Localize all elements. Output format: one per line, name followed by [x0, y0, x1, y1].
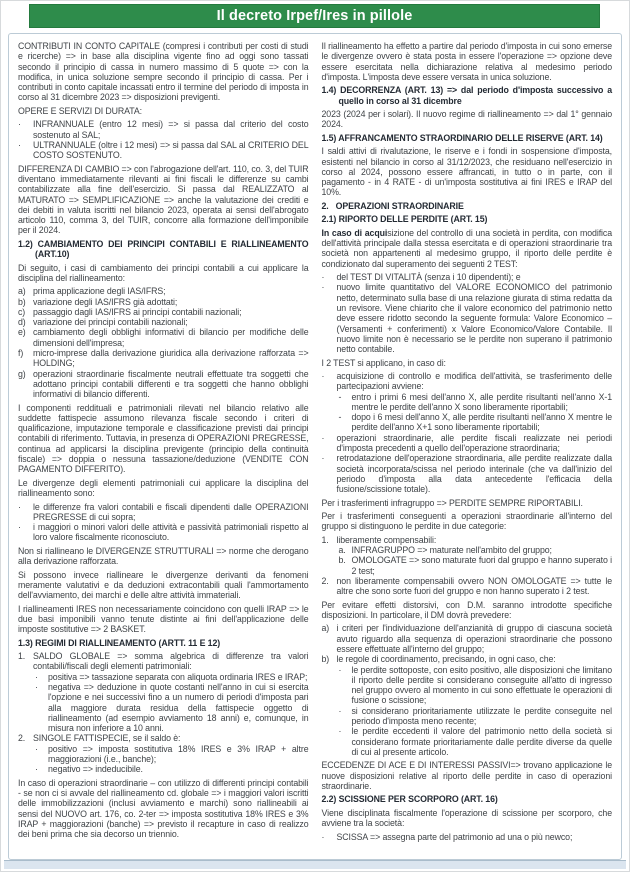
text-run: le perdite sottoposte, con esito positivo, alle disposizioni che limitano il riporto delle perdite si considerano conseguite all'atto di ingresso nel gruppo ovvero al momento in cui sono effettuate le operazioni di fusione o scissione; — [351, 664, 612, 706]
text-run: positivo => imposta sostitutiva 18% IRES e 3% IRAP + altre maggiorazioni (i.e., banche); — [48, 743, 309, 764]
list-item — [18, 327, 309, 348]
list-item — [18, 502, 309, 523]
text-run: le differenze fra valori contabili e fiscali dipendenti dalle OPERAZIONI PREGRESSE di cui sopra; — [33, 501, 309, 522]
list-item-text — [352, 706, 613, 727]
bold-text-run: In caso di acqui — [321, 227, 388, 238]
paragraph — [18, 478, 309, 499]
paragraph — [18, 164, 309, 236]
text-run: Le divergenze degli elementi patrimoniali cui applicare la disciplina del riallineamento sono: — [18, 477, 309, 499]
list-item-text — [48, 744, 309, 765]
list-item — [18, 307, 309, 317]
list-item-text — [33, 317, 309, 327]
paragraph — [18, 106, 309, 116]
list-marker: f) — [18, 348, 24, 358]
list-item — [18, 119, 309, 140]
list-item-text — [33, 369, 309, 400]
list-item-text — [33, 502, 309, 523]
page-bottom-strip — [4, 860, 626, 869]
list-marker: · — [338, 726, 342, 737]
text-run: SALDO GLOBALE => somma algebrica di differenze tra valori contabili/fiscali degli elementi patrimoniali: — [33, 651, 309, 672]
paragraph — [18, 403, 309, 475]
list-item — [18, 651, 309, 733]
list-item — [322, 371, 613, 433]
section-heading — [18, 638, 309, 648]
paragraph — [322, 760, 613, 791]
list-item-text — [48, 682, 309, 733]
list-marker: · — [35, 764, 38, 775]
bold-text-run: 2.2) SCISSIONE PER SCORPORO (ART. 16) — [321, 794, 498, 805]
right-column — [322, 41, 613, 853]
text-run: SINGOLE FATTISPECIE, se il saldo è: — [33, 733, 181, 744]
text-run: Di seguito, i casi di cambiamento dei principi contabili a cui applicare la disciplina del riallineamento: — [18, 262, 309, 283]
nested-list — [337, 665, 613, 758]
paragraph — [18, 41, 309, 103]
text-run: I 2 TEST si applicano, in caso di: — [321, 357, 446, 368]
list-item — [339, 665, 613, 706]
text-run: Per evitare effetti distorsivi, con D.M. saranno introdotte specifiche disposizioni. In particolare, il DM dovrà prevedere: — [321, 599, 612, 620]
text-run: nuovo limite quantitativo del VALORE ECONOMICO del patrimonio netto, determinato sulla base di una relazione giurata di stima redatta da un revisore. Viene chiarito che il valore economico del patrimonio netto deve essere ridotto secondo la seguente formula: Valore Economico – (Versamenti + conferimenti) x Valore Economico/Valore Contabile. Il nuovo limite non è necessario se le perdite non superano il patrimonio netto contabile. — [336, 282, 612, 355]
list-item — [18, 522, 309, 543]
list-item-text — [33, 307, 309, 317]
paragraph — [18, 604, 309, 635]
section-heading — [322, 214, 613, 224]
text-run: OMOLOGATE => sono maturate fuori dal gruppo e hanno superato i 2 test; — [351, 555, 612, 576]
text-run: => dal periodo d'imposta successivo a quello in corso al 31 dicembre — [338, 85, 612, 106]
list-item-text — [33, 651, 309, 733]
list — [18, 651, 309, 774]
list-item — [339, 706, 613, 727]
list-item — [322, 832, 613, 842]
list-marker: · — [321, 272, 325, 283]
text-run: ECCEDENZE DI ACE E DI INTERESSI PASSIVI=> trovano applicazione le nuove disposizioni relative al riporto delle perdite in caso di operazioni straordinarie. — [321, 760, 612, 791]
text-run: si considerano prioritariamente utilizzate le perdite conseguite nel periodo d'imposta meno recente; — [351, 705, 612, 726]
section-heading — [322, 133, 613, 143]
list — [322, 272, 613, 354]
list-item-text — [352, 412, 613, 433]
list-marker: · — [18, 501, 21, 512]
list-item-text — [337, 623, 613, 654]
text-run: I saldi attivi di rivalutazione, le riserve e i fondi in sospensione d'imposta, esistenti nel bilancio in corso al 31/12/2023, che residuano nell'esercizio in corso al 2024, possono essere affrancati, in tutto o in parte, con il pagamento - in 4 RATE - di un'imposta sostitutiva ai fini IRES e IRAP del 10%. — [321, 146, 612, 198]
list-marker: g) — [18, 368, 26, 379]
list-item — [322, 433, 613, 454]
list-item — [18, 297, 309, 307]
list-item — [18, 286, 309, 296]
text-run: operazioni straordinarie fiscalmente neutrali effettuate tra soggetti che adottano principi contabili differenti e tra soggetti che hanno obblighi informativi di bilancio differenti. — [33, 368, 309, 400]
list — [322, 371, 613, 494]
list-marker: · — [18, 139, 21, 150]
text-run: cambiamento degli obblighi informativi di bilancio per modifiche delle dimensioni dell'impresa; — [33, 327, 309, 348]
text-run: non liberamente compensabili ovvero NON OMOLOGATE => tutte le altre che sono sorte fuori del gruppo e non hanno superato i 2 test. — [336, 575, 612, 597]
list-marker: - — [338, 391, 342, 402]
list-item — [35, 764, 309, 774]
text-run: i maggiori o minori valori delle attività e passività patrimoniali rispetto al loro valore fiscalmente riconosciuto. — [33, 522, 309, 543]
paragraph — [322, 41, 613, 82]
list-item — [322, 535, 613, 576]
list-item-text — [337, 654, 613, 757]
bold-text-run: 2. OPERAZIONI STRAORDINARIE — [321, 200, 464, 211]
list-marker: · — [321, 282, 325, 293]
list-item — [35, 682, 309, 733]
list — [18, 286, 309, 399]
text-run: micro-imprese dalla derivazione giuridica alla derivazione rafforzata => HOLDING; — [33, 348, 309, 369]
list-item — [339, 412, 613, 433]
list — [322, 623, 613, 757]
list-item — [322, 453, 613, 494]
list-item-text — [33, 327, 309, 348]
section-heading — [322, 794, 613, 804]
paragraph — [322, 228, 613, 269]
list-item-text — [33, 119, 309, 140]
text-run: variazione degli IAS/IFRS già adottati; — [33, 296, 178, 307]
list-marker: · — [338, 705, 342, 716]
list-marker: · — [18, 522, 21, 533]
section-heading — [322, 85, 613, 106]
list-item-text — [33, 733, 309, 774]
list-item — [322, 282, 613, 354]
paragraph — [18, 778, 309, 840]
list-marker: · — [321, 432, 325, 443]
page-title: Il decreto Irpef/Ires in pillole — [216, 8, 413, 24]
list-item-text — [48, 672, 309, 682]
text-run: 2023 (2024 per i solari). Il nuovo regime di riallineamento => dal 1° gennaio 2024. — [321, 109, 612, 130]
list-item-text — [33, 348, 309, 369]
document-header — [29, 4, 600, 28]
nested-list — [33, 744, 309, 775]
text-run: INFRAGRUPPO => maturate nell'ambito del gruppo; — [351, 545, 552, 556]
list-marker: · — [18, 119, 21, 130]
text-run: dopo i 6 mesi dell'anno X, alle perdite risultanti nell'anno X mentre le perdite dell'anno X+1 sono liberamente riportabili; — [351, 412, 612, 433]
text-run: negativa => deduzione in quote costanti nell'anno in cui si esercita l'opzione e nei successivi fino a un numero di periodi d'imposta pari alla maggiore durata residua della fattispecie oggetto di riallineamento (ad esempio avviamento 18 anni) e, comunque, in misura non inferiore a 10 anni. — [48, 681, 309, 734]
list-item-text — [337, 453, 613, 494]
list-item-text — [337, 433, 613, 454]
list-marker: a) — [321, 623, 330, 634]
list-item — [18, 733, 309, 774]
content-box — [8, 33, 622, 860]
list-item-text — [337, 282, 613, 354]
paragraph — [322, 146, 613, 197]
list-marker: e) — [18, 327, 26, 338]
paragraph — [18, 263, 309, 284]
list-marker: · — [321, 453, 325, 464]
list-item-text — [337, 371, 613, 433]
text-run: del TEST DI VITALITÀ (senza i 10 dipendenti); e — [336, 272, 521, 283]
text-run: le perdite eccedenti il valore del patrimonio netto della società si considerano formate prioritariamente dalle perdite diverse da quelle di cui al presente articolo. — [351, 726, 612, 757]
list-marker: 1. — [18, 651, 26, 662]
bold-text-run: 1.4) DECORRENZA (ART. 13) — [321, 85, 444, 96]
text-run: i criteri per l'individuazione dell'anzianità di gruppo di ciascuna società avuto riguardo alla sequenza di operazioni straordinarie che possono essere effettuate all'interno del gruppo; — [336, 623, 612, 654]
list-item-text — [48, 764, 309, 774]
left-column — [18, 41, 309, 853]
text-run: acquisizione di controllo e modifica dell'attività, se trasferimento delle partecipazioni avviene: — [336, 371, 612, 392]
list-item-text — [33, 140, 309, 161]
paragraph — [322, 109, 613, 130]
text-run: INFRANNUALE (entro 12 mesi) => si passa dal criterio del costo sostenuto al SAL; — [33, 119, 309, 140]
list-item-text — [352, 555, 613, 576]
text-run: prima applicazione degli IAS/IFRS; — [33, 286, 166, 297]
list-marker: - — [338, 412, 342, 423]
text-run: DIFFERENZA DI CAMBIO => con l'abrogazione dell'art. 110, co. 3, del TUIR diventano immediatamente rilevanti ai fini fiscali le differenze su cambi contabilizzate alla fine dell'esercizio. Si passa dal REALIZZATO al MATURATO => SEMPLIFICAZIONE => anche la valutazione dei crediti e dei debiti in valuta iscritti nel bilancio 2023, operata ai sensi dell'abrogato articolo 110, comma 3, del TUIR, concorre alla formazione dell'imponibile per il 2024. — [18, 163, 309, 236]
list-item-text — [352, 545, 613, 555]
list-marker: a) — [18, 286, 26, 297]
nested-list — [33, 672, 309, 734]
list-item — [322, 654, 613, 757]
list-marker: d) — [18, 317, 26, 328]
list-marker: b) — [18, 296, 26, 307]
list-item — [339, 555, 613, 576]
list-item-text — [352, 665, 613, 706]
list-marker: · — [35, 681, 38, 692]
list-item — [35, 672, 309, 682]
text-run: OPERE E SERVIZI DI DURATA: — [18, 105, 143, 116]
paragraph — [322, 358, 613, 368]
list-marker: b. — [338, 555, 346, 566]
text-run: Viene disciplinata fiscalmente l'operazione di scissione per scorporo, che avviene tra la società: — [321, 807, 612, 829]
list — [322, 832, 613, 842]
text-run: Si possono invece riallineare le divergenze derivanti da fenomeni meramente valutativi e da deduzioni extracontabili quali l'ammortamento dell'avviamento, dei marchi e delle altre attività immateriali. — [18, 569, 309, 601]
list-item — [339, 545, 613, 555]
text-run: sizione del controllo di una società in perdita, con modifica dell'attività principale dalla stessa esercitata e di operazioni straordinarie tra società non appartenenti al medesimo gruppo, il riporto delle perdite è condizionato dal superamento dei seguenti 2 TEST: — [321, 227, 612, 269]
list-marker: · — [35, 743, 38, 754]
list-marker: a. — [338, 545, 346, 556]
list-marker: b) — [321, 654, 330, 665]
list-marker: · — [321, 371, 325, 382]
text-run: Il riallineamento ha effetto a partire dal periodo d'imposta in cui sono emerse le divergenze ovvero è stata posta in essere l'operazione => opzione deve essere esercitata nella dichiarazione relativa al medesimo periodo d'imposta. L'imposta deve essere versata in unica soluzione. — [321, 41, 612, 82]
paragraph — [322, 600, 613, 621]
list-item — [339, 726, 613, 757]
list — [322, 535, 613, 597]
text-run: operazioni straordinarie, alle perdite fiscali realizzate nei periodi d'imposta precedenti a quello dell'operazione straordinaria; — [336, 432, 612, 453]
bold-text-run: 1.3) REGIMI DI RIALLINEAMENTO (ARTT. 11 E 12) — [18, 637, 221, 648]
list-marker: 2. — [18, 733, 26, 744]
bold-text-run: 1.2) CAMBIAMENTO DEI PRINCIPI CONTABILI E RIALLINEAMENTO (ART.10) — [18, 238, 309, 260]
list-item — [18, 140, 309, 161]
text-run: negativo => indeducibile. — [48, 764, 143, 775]
text-run: Per i trasferimenti conseguenti a operazioni straordinarie all'interno del gruppo si distinguono le perdite in due categorie: — [321, 511, 612, 532]
paragraph — [322, 808, 613, 829]
list-marker: · — [35, 671, 38, 682]
text-run: entro i primi 6 mesi dell'anno X, alle perdite risultanti nell'anno X-1 mentre le perdite dell'anno X sono liberamente riportabili; — [351, 391, 612, 412]
list-item — [322, 576, 613, 597]
paragraph — [322, 511, 613, 532]
section-heading — [18, 239, 309, 260]
list-marker: 1. — [321, 534, 329, 545]
bold-text-run: 2.1) RIPORTO DELLE PERDITE (ART. 15) — [321, 214, 488, 225]
list-item-text — [33, 522, 309, 543]
list-item-text — [352, 392, 613, 413]
list-item-text — [352, 726, 613, 757]
text-run: I riallineamenti IRES non necessariamente coincidono con quelli IRAP => le due basi imponibili vanno tenute distinte ai fini dell'applicazione delle imposte sostitutive => 2 BASKET. — [18, 603, 309, 635]
list-item-text — [337, 272, 613, 282]
list-item — [322, 272, 613, 282]
nested-list — [337, 545, 613, 576]
paragraph — [18, 570, 309, 601]
text-run: Per i trasferimenti infragruppo => PERDITE SEMPRE RIPORTABILI. — [321, 497, 583, 508]
section-heading — [322, 201, 613, 211]
bold-text-run: 1.5) AFFRANCAMENTO STRAORDINARIO DELLE RISERVE (ART. 14) — [321, 132, 603, 143]
list-item — [18, 348, 309, 369]
two-column-layout — [18, 41, 612, 853]
text-run: In caso di operazioni straordinarie – con utilizzo di differenti principi contabili - se non ci si avvale del riallineamento cd. globale => i maggiori valori iscritti delle immobilizzazioni (inclusi avviamento e marchi) sono riallineabili ai sensi del NUOVO art. 176, co. 2-ter => imposta sostitutiva 18% IRES e 3% IRAP + maggiorazioni (banche) => previsto il recapture in caso di realizzo dei beni prima che sia decorso un triennio. — [18, 777, 309, 840]
list-item-text — [337, 576, 613, 597]
text-run: I componenti reddituali e patrimoniali rilevati nel bilancio relativo alle suddette fattispecie assumono rilevanza fiscale secondo i criteri di qualificazione, imputazione temporale e classificazione previsti dai principi contabili di riferimento. Tuttavia, in presenza di OPERAZIONI PREGRESSE, continua ad applicarsi la disciplina previgente (principio della continuità fiscale) => doppia o nessuna tassazione/deduzione (VENDITE CON PAGAMENTO DIFFERITO). — [18, 402, 309, 475]
list — [18, 119, 309, 160]
list-item — [18, 369, 309, 400]
list-item — [339, 392, 613, 413]
text-run: le regole di coordinamento, precisando, in ogni caso, che: — [336, 654, 556, 665]
list-item — [35, 744, 309, 765]
text-run: CONTRIBUTI IN CONTO CAPITALE (compresi i contributi per costi di studi e ricerche) => in base alla disciplina vigente fino ad oggi sono tassati secondo il principio di cassa in numero massimo di 5 quote => con la modifica, in unica soluzione sempre secondo il principio di cassa. Per i contributi in conto capitale incassati entro il termine del periodo di imposta in corso al 31 dicembre 2023 => disposizioni previgenti. — [18, 41, 309, 103]
list-item-text — [337, 832, 613, 842]
list-item — [18, 317, 309, 327]
text-run: positiva => tassazione separata con aliquota ordinaria IRES e IRAP; — [48, 671, 308, 682]
text-run: liberamente compensabili: — [336, 534, 437, 545]
list-marker: · — [338, 664, 342, 675]
text-run: SCISSA => assegna parte del patrimonio ad una o più newco; — [336, 831, 573, 842]
list-item — [322, 623, 613, 654]
paragraph — [322, 498, 613, 508]
text-run: passaggio dagli IAS/IFRS ai principi contabili nazionali; — [33, 306, 242, 317]
list-item-text — [33, 286, 309, 296]
list-marker: 2. — [321, 575, 329, 586]
nested-list — [337, 392, 613, 433]
list — [18, 502, 309, 543]
text-run: Non si riallineano le DIVERGENZE STRUTTURALI => norme che derogano alla derivazione rafforzata. — [18, 545, 309, 567]
text-run: retrodatazione dell'operazione straordinaria, alle perdite realizzate dalla società incorporata/scissa nel periodo interinale (che va dall'inizio del periodo d'imposta alla data antecedente l'efficacia della fusione/scissione totale). — [336, 453, 612, 495]
list-item-text — [33, 297, 309, 307]
text-run: variazione dei principi contabili nazionali; — [33, 317, 188, 328]
paragraph — [18, 546, 309, 567]
list-item-text — [337, 535, 613, 576]
list-marker: · — [321, 831, 325, 842]
text-run: ULTRANNUALE (oltre i 12 mesi) => si passa dal SAL al CRITERIO DEL COSTO SOSTENUTO. — [33, 139, 309, 161]
list-marker: c) — [18, 306, 26, 317]
